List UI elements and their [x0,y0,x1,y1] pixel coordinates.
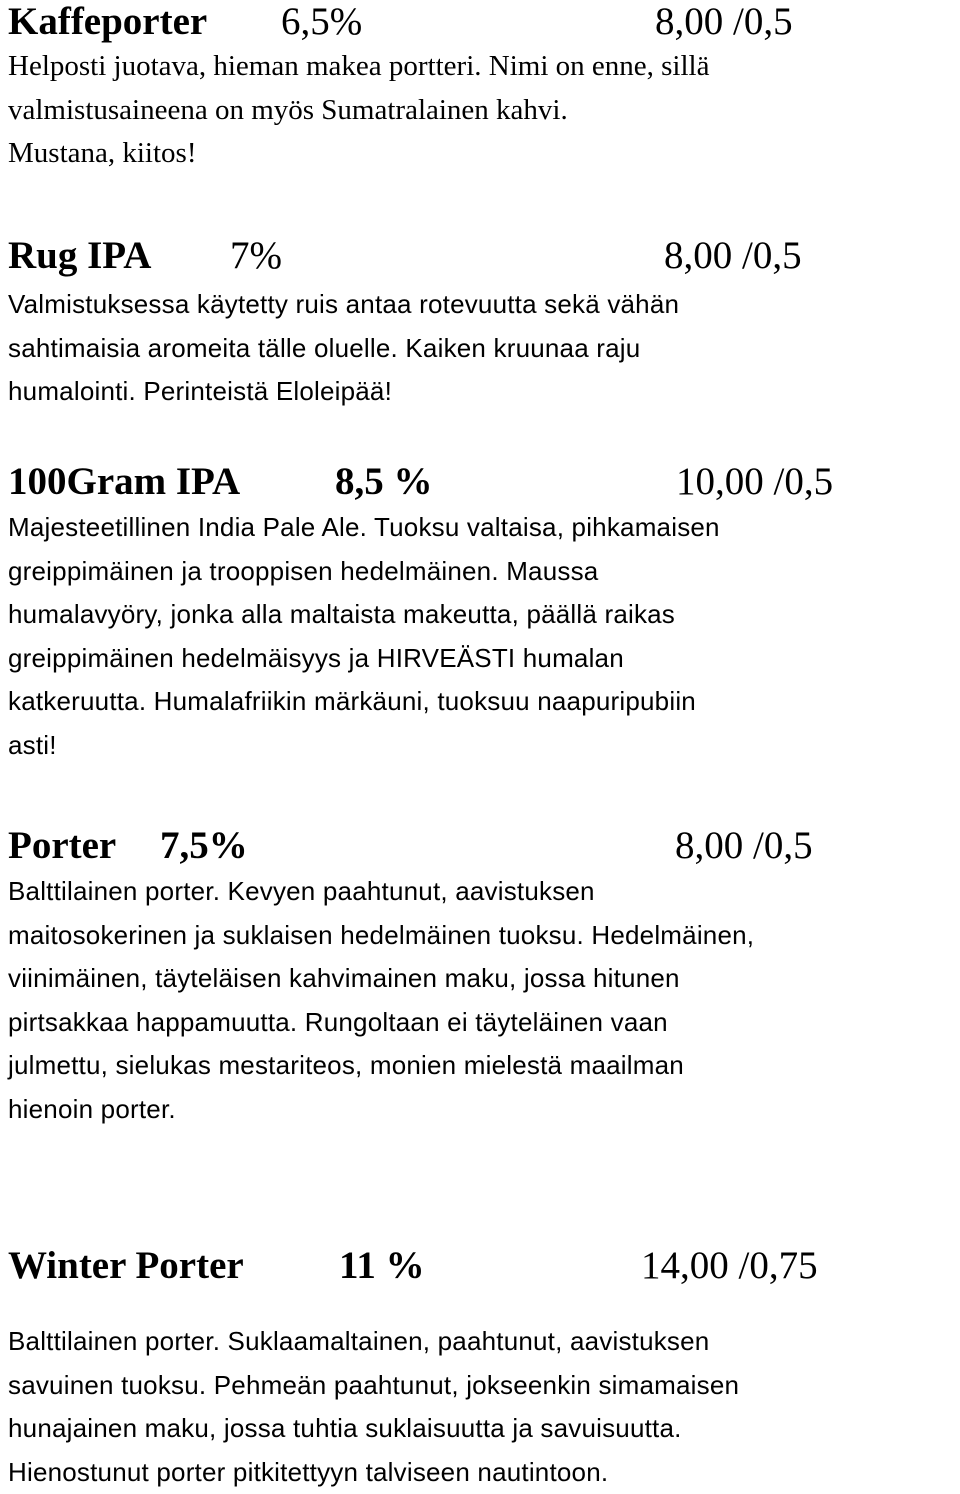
beer-name: 100Gram IPA [8,460,241,503]
description-line: maitosokerinen ja suklaisen hedelmäinen tuoksu. Hedelmäinen, [8,919,755,950]
description-line: hunajainen maku, jossa tuhtia suklaisuutta ja savuisuutta. [8,1413,682,1443]
description-line: Balttilainen porter. Suklaamaltainen, paahtunut, aavistuksen [8,1326,710,1356]
description-line: valmistusaineena on myös Sumatralainen kahvi. [8,93,568,126]
description-line: Hienostunut porter pitkitettyyn talviseen nautintoon. [8,1456,609,1487]
description-line: julmettu, sielukas mestariteos, monien mielestä maailman [8,1050,684,1080]
beer-price: 10,00 /0,5 [676,460,834,503]
description-line: viinimäinen, täyteläisen kahvimainen maku, jossa hitunen [8,963,680,993]
beer-description [8,283,679,414]
description-line: humalavyöry, jonka alla maltaista makeutta, päällä raikas [8,599,676,629]
beer-name: Rug IPA [8,234,152,277]
description-line: Mustana, kiitos! [8,137,197,169]
beer-price: 8,00 /0,5 [675,824,813,867]
beer-description [8,1320,739,1494]
beer-abv: 11 % [339,1244,425,1287]
beer-price: 8,00 /0,5 [655,0,793,43]
description-line: Majesteetillinen India Pale Ale. Tuoksu valtaisa, pihkamaisen [8,512,720,542]
description-line: humalointi. Perinteistä Eloleipää! [8,376,393,406]
beer-name: Winter Porter [8,1244,244,1287]
beer-abv: 6,5% [281,0,363,43]
beer-abv: 7,5% [160,824,248,867]
description-line: pirtsakkaa happamuutta. Rungoltaan ei täyteläinen vaan [8,1006,668,1037]
description-line: Valmistuksessa käytetty ruis antaa rotevuutta sekä vähän [8,289,680,319]
beer-description [8,45,709,176]
description-line: sahtimaisia aromeita tälle oluelle. Kaiken kruunaa raju [8,332,641,363]
beer-description [8,870,754,1131]
beer-price: 8,00 /0,5 [664,234,802,277]
description-line: Helposti juotava, hieman makea portteri. Nimi on enne, sillä [8,50,710,82]
beer-abv: 7% [230,234,282,277]
description-line: savuinen tuoksu. Pehmeän paahtunut, jokseenkin simamaisen [8,1369,740,1400]
beer-description [8,506,720,767]
beer-name: Kaffeporter [8,0,208,43]
beer-abv: 8,5 % [335,460,433,503]
description-line: Balttilainen porter. Kevyen paahtunut, aavistuksen [8,876,595,906]
description-line: hienoin porter. [8,1093,176,1124]
description-line: greippimäinen ja trooppisen hedelmäinen. Maussa [8,555,599,586]
description-line: asti! [8,729,57,760]
description-line: katkeruutta. Humalafriikin märkäuni, tuoksuu naapuripubiin [8,686,696,716]
beer-name: Porter [8,824,117,867]
beer-price: 14,00 /0,75 [641,1244,818,1287]
description-line: greippimäinen hedelmäisyys ja HIRVEÄSTI humalan [8,642,624,673]
